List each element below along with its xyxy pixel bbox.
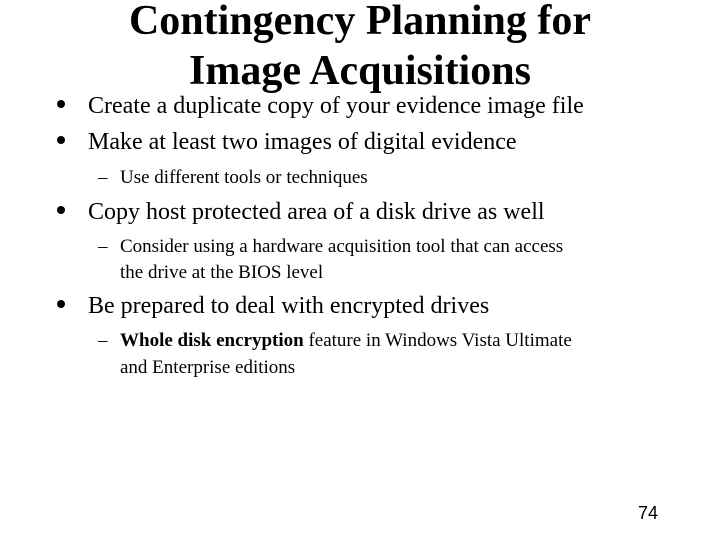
sub-bullet-text-rest: feature in Windows Vista Ultimate: [303, 330, 572, 351]
sub-bullet-dash: –: [98, 330, 108, 351]
bullet-text: Create a duplicate copy of your evidence image file: [88, 93, 584, 119]
bullet-text: Be prepared to deal with encrypted drives: [88, 293, 490, 319]
sub-bullet-dash: –: [98, 236, 108, 257]
slide-title-line-1: Contingency Planning for: [128, 0, 592, 44]
sub-bullet-text: the drive at the BIOS level: [120, 262, 324, 283]
sub-bullet-text: and Enterprise editions: [120, 357, 296, 378]
bullet-dot-icon: [57, 100, 65, 108]
bullet-dot-icon: [57, 300, 65, 308]
bullet-text: Make at least two images of digital evidence: [88, 129, 517, 155]
sub-bullet-text: Use different tools or techniques: [120, 167, 368, 188]
sub-bullet-dash: –: [98, 167, 108, 188]
bullet-dot-icon: [57, 136, 65, 144]
bullet-dot-icon: [57, 206, 65, 214]
page-number: 74: [637, 503, 658, 523]
sub-bullet-text: Consider using a hardware acquisition tool that can access: [120, 236, 564, 257]
slide-title-line-2: Image Acquisitions: [189, 48, 531, 94]
bullet-text: Copy host protected area of a disk drive as well: [88, 199, 545, 225]
sub-bullet-text: [120, 327, 572, 354]
sub-bullet-bold-term: Whole disk encryption: [120, 330, 304, 351]
